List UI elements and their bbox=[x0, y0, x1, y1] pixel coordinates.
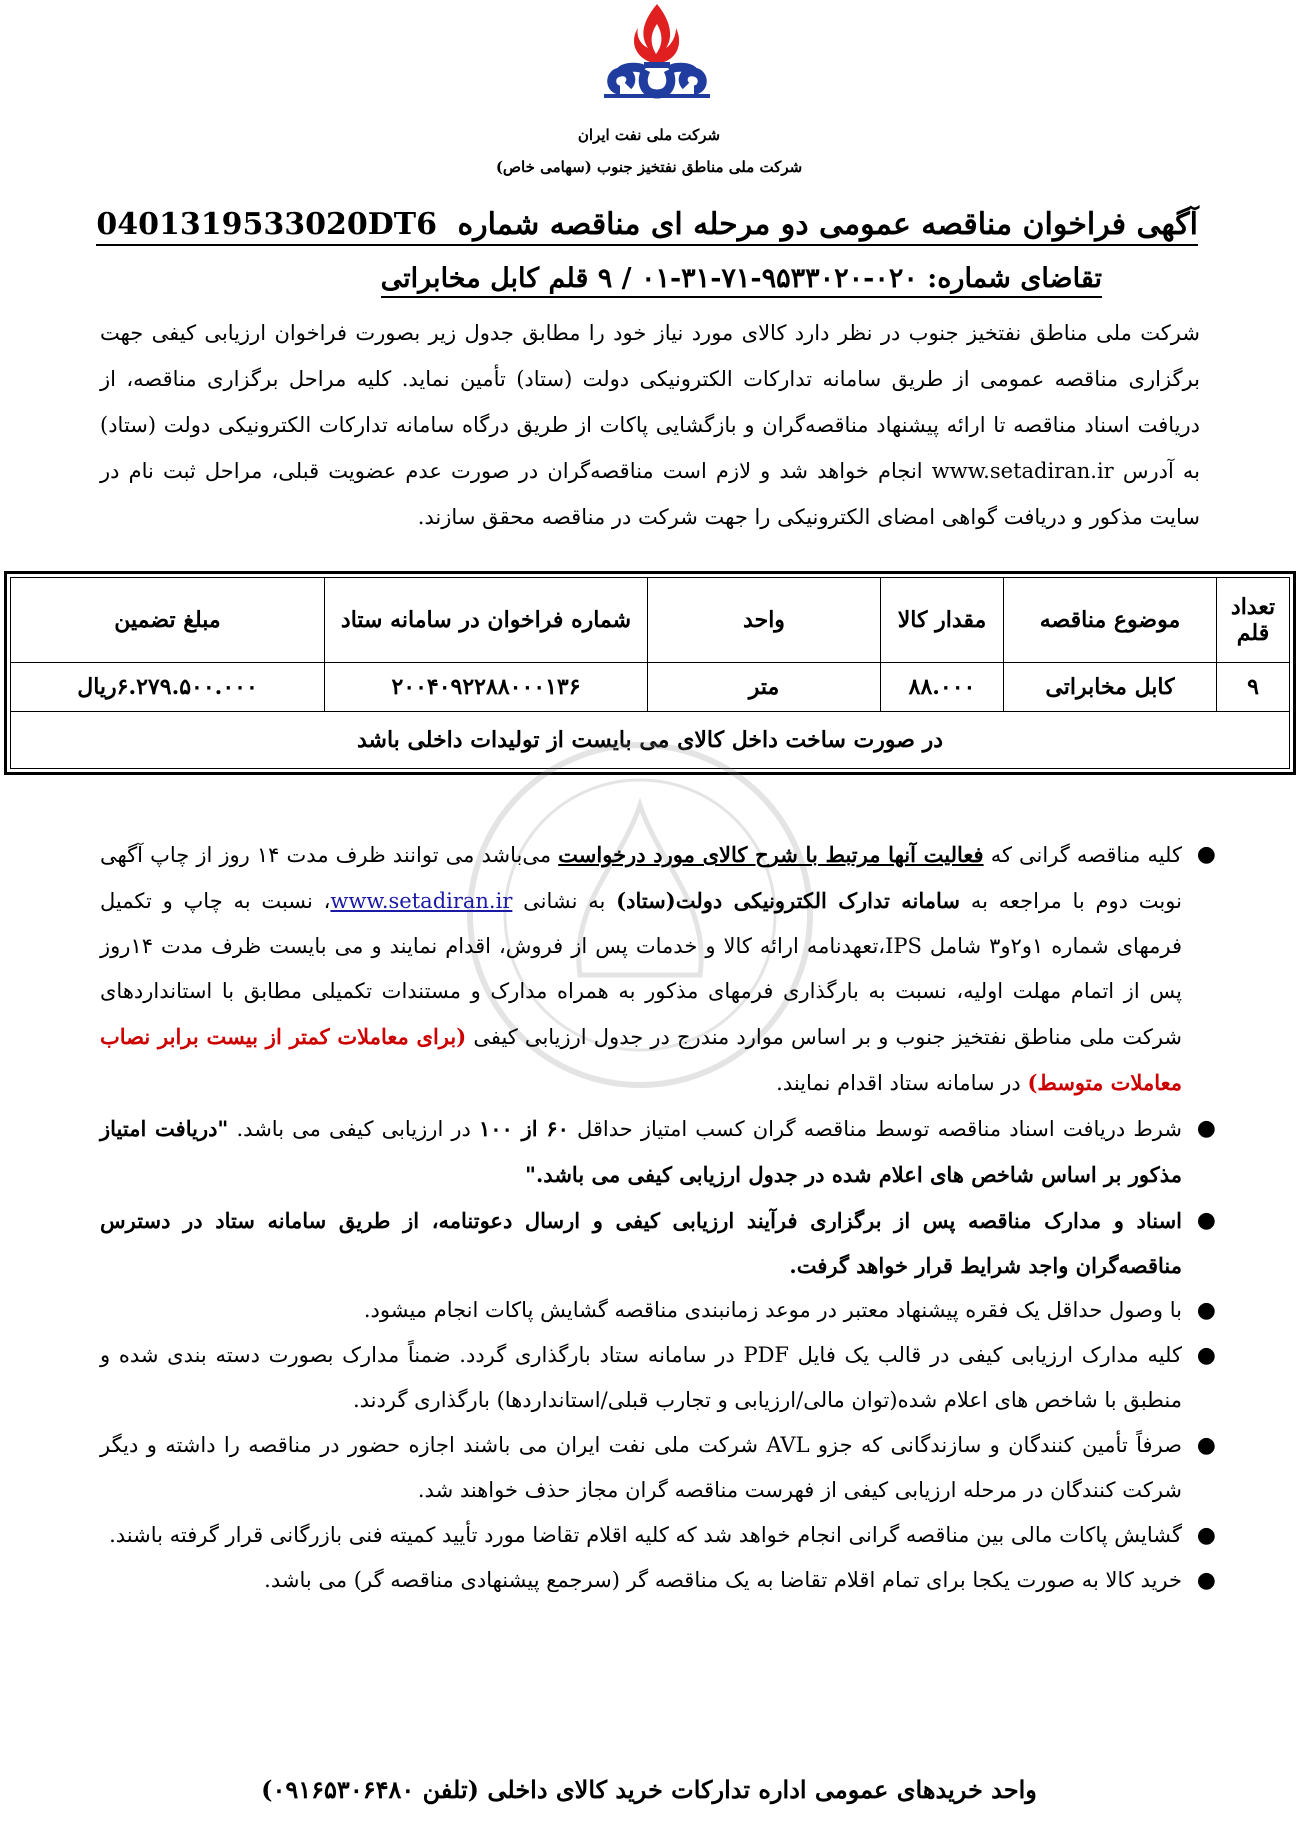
table-header-cell: موضوع مناقصه bbox=[1004, 578, 1217, 663]
list-item bbox=[100, 832, 1220, 1106]
bullet-dot-icon: ● bbox=[1196, 1343, 1216, 1368]
list-item bbox=[100, 1288, 1220, 1333]
bullet-text: در ارزیابی کیفی می باشد. bbox=[236, 1117, 471, 1141]
bullet-underlined-text: فعالیت آنها مرتبط با شرح کالای مورد درخواست bbox=[558, 842, 984, 867]
organization-name: شرکت ملی نفت ایران bbox=[577, 126, 721, 144]
bullet-text: کلیه مدارک ارزیابی کیفی در قالب یک فایل PDF در سامانه ستاد بارگذاری گردد. ضمناً مدارک بصورت دسته بندی شده و منطبق با شاخص های اعلام شده(توان مالی/ارزیابی و تجارب قبلی/استانداردها) بارگذاری گردند. bbox=[100, 1343, 1182, 1412]
nioc-logo bbox=[590, 0, 724, 104]
table-note: در صورت ساخت داخل کالای می بایست از تولیدات داخلی باشد bbox=[11, 712, 1290, 769]
list-item bbox=[100, 1423, 1220, 1513]
bullet-dot-icon: ● bbox=[1196, 842, 1216, 867]
request-number-line: تقاضای شماره: ۰۲۰-۹۵۳۳۰۲۰-۷۱-۳۱-۰۱ / ۹ قلم کابل مخابراتی bbox=[381, 262, 1102, 298]
bullet-text: شرط دریافت اسناد مناقصه توسط مناقصه گران کسب امتیاز حداقل bbox=[576, 1117, 1182, 1141]
table-cell: ۹ bbox=[1217, 663, 1290, 712]
table-header-cell: واحد bbox=[648, 578, 881, 663]
setad-url[interactable]: www.setadiran.ir bbox=[931, 459, 1114, 483]
bullet-text: می‌باشد می توانند ظرف مدت ۱۴ روز از چاپ آگهی نوبت دوم با مراجعه به bbox=[100, 843, 1182, 913]
notice-title bbox=[96, 206, 1198, 246]
footer-contact: واحد خریدهای عمومی اداره تدارکات خرید کالای داخلی (تلفن ۰۹۱۶۵۳۰۶۴۸۰) bbox=[261, 1775, 1037, 1804]
table-cell: متر bbox=[648, 663, 881, 712]
table-header-cell: تعداد قلم bbox=[1217, 578, 1290, 663]
tender-number: 0401319533020DT6 bbox=[96, 207, 437, 242]
list-item bbox=[100, 1198, 1220, 1288]
bullet-text: گشایش پاکات مالی بین مناقصه گرانی انجام خواهد شد که کلیه اقلام تقاضا مورد تأیید کمیته فنی بازرگانی قرار گرفته باشند. bbox=[109, 1523, 1182, 1547]
table-header-cell: شماره فراخوان در سامانه ستاد bbox=[325, 578, 648, 663]
tender-table bbox=[10, 577, 1290, 769]
setad-link[interactable]: www.setadiran.ir bbox=[330, 889, 513, 913]
bullet-dot-icon: ● bbox=[1196, 1523, 1216, 1548]
bullet-dot-icon: ● bbox=[1196, 1116, 1216, 1141]
bullet-text: کلیه مناقصه گرانی که bbox=[990, 843, 1182, 867]
bullet-text: خرید کالا به صورت یکجا برای تمام اقلام تقاضا به یک مناقصه گر (سرجمع پیشنهادی مناقصه گر) می باشد. bbox=[264, 1568, 1182, 1592]
bullet-text: به نشانی bbox=[523, 889, 606, 913]
bullet-text: در سامانه ستاد اقدام نمایند. bbox=[776, 1071, 1021, 1095]
organization-subtitle: شرکت ملی مناطق نفتخیز جنوب (سهامی خاص) bbox=[495, 158, 803, 176]
bullet-text: صرفاً تأمین کنندگان و سازندگانی که جزو AVL شرکت ملی نفت ایران می باشند اجازه حضور در مناقصه را داشته و دیگر شرکت کنندگان در مرحله ارزیابی کیفی از فهرست مناقصه گران مجاز حذف خواهند شد. bbox=[100, 1433, 1183, 1502]
bullet-dot-icon: ● bbox=[1196, 1433, 1216, 1458]
list-item bbox=[100, 1558, 1220, 1603]
notice-title-prefix: آگهی فراخوان مناقصه عمومی دو مرحله ای مناقصه شماره bbox=[457, 207, 1198, 242]
bullet-bold-text: "دریافت امتیاز مذکور بر اساس شاخص های اعلام شده در جدول ارزیابی کیفی می باشد." bbox=[100, 1116, 1182, 1187]
intro-paragraph bbox=[100, 310, 1200, 540]
bullet-dot-icon: ● bbox=[1196, 1207, 1216, 1233]
bullet-dot-icon: ● bbox=[1196, 1568, 1216, 1593]
table-header-cell: مقدار کالا bbox=[881, 578, 1004, 663]
bullet-dot-icon: ● bbox=[1196, 1298, 1216, 1323]
bullet-bold-text: ۶۰ از ۱۰۰ bbox=[479, 1116, 569, 1141]
bullet-text: اسناد و مدارک مناقصه پس از برگزاری فرآیند ارزیابی کیفی و ارسال دعوتنامه، از طریق سامانه ستاد در دسترس مناقصه‌گران واجد شرایط قرار خواهد گرفت. bbox=[100, 1208, 1183, 1278]
bullet-bold-text: سامانه تدارک الکترونیکی دولت(ستاد) bbox=[616, 888, 961, 913]
list-item bbox=[100, 1106, 1220, 1198]
table-cell: کابل مخابراتی bbox=[1004, 663, 1217, 712]
table-cell: ۲۰۰۴۰۹۲۲۸۸۰۰۰۱۳۶ bbox=[325, 663, 648, 712]
intro-text-1: شرکت ملی مناطق نفتخیز جنوب در نظر دارد کالای مورد نیاز خود را مطابق جدول زیر بصورت فراخوان ارزیابی کیفی جهت برگزاری مناقصه عمومی از طریق سامانه تدارکات الکترونیکی دولت (ستاد) تأمین نماید. کلیه مراحل برگزاری مناقصه، از دریافت اسناد مناقصه تا ارائه پیشنهاد مناقصه‌گران و بازگشایی پاکات از طریق درگاه سامانه تدارکات الکترونیکی دولت (ستاد) به آدرس bbox=[100, 321, 1200, 483]
bullet-red-text: (برای معاملات کمتر از بیست برابر نصاب معاملات متوسط) bbox=[100, 1024, 1182, 1095]
table-row bbox=[11, 663, 1290, 712]
list-item bbox=[100, 1333, 1220, 1423]
bullet-text: ، نسبت به چاپ و تکمیل فرمهای شماره ۱و۲و۳ شامل IPS،تعهدنامه ارائه کالا و خدمات پس از فروش، اقدام نمایند و می بایست ظرف مدت ۱۴روز پس از اتمام مهلت اولیه، نسبت به بارگذاری فرمهای مذکور به همراه مدارک و مستندات تکمیلی مطابق با استانداردهای شرکت ملی مناطق نفتخیز جنوب و بر اساس موارد مندرج در جدول ارزیابی کیفی bbox=[100, 889, 1183, 1049]
table-header-row bbox=[11, 578, 1290, 663]
table-note-row bbox=[11, 712, 1290, 769]
table-header-cell: مبلغ تضمین bbox=[11, 578, 325, 663]
intro-text-2: انجام خواهد شد و لازم است مناقصه‌گران در صورت عدم عضویت قبلی، مراحل ثبت نام در سایت مذکور و دریافت گواهی امضای الکترونیکی را جهت شرکت در مناقصه محقق سازند. bbox=[100, 459, 1200, 529]
bullet-text: با وصول حداقل یک فقره پیشنهاد معتبر در موعد زمانبندی مناقصه گشایش پاکات انجام میشود. bbox=[363, 1298, 1182, 1322]
table-cell: ۸۸.۰۰۰ bbox=[881, 663, 1004, 712]
table-cell: ۶.۲۷۹.۵۰۰.۰۰۰ریال bbox=[11, 663, 325, 712]
conditions-list bbox=[100, 832, 1220, 1603]
list-item bbox=[100, 1513, 1220, 1558]
